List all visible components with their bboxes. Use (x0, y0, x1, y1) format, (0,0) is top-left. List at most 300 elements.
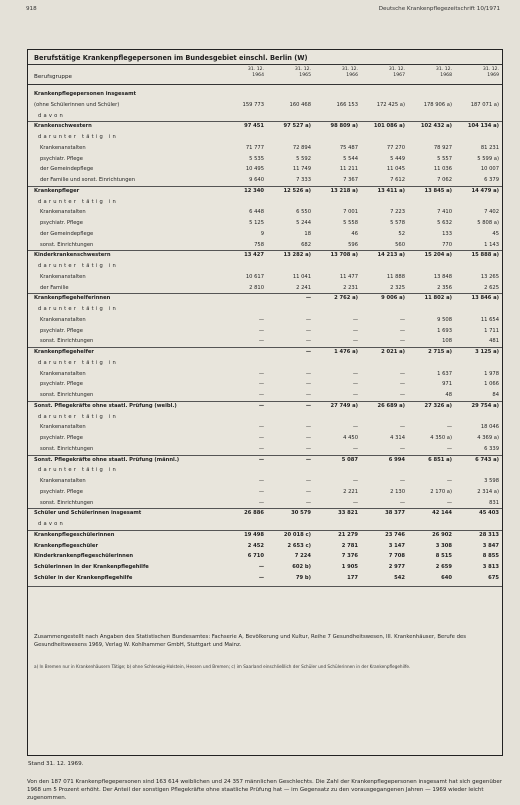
table-cell: 19 498 (244, 531, 264, 538)
table-cell: 13 411 a) (377, 187, 405, 194)
table-cell: 1 476 a) (334, 349, 358, 355)
table-cell: 98 809 a) (330, 123, 358, 130)
table-row (28, 563, 502, 573)
table-cell: 2 241 (296, 284, 311, 291)
table-row (28, 112, 502, 122)
table-cell: 159 773 (242, 101, 264, 108)
table-cell: — (305, 295, 311, 302)
table-cell: 10 007 (480, 166, 499, 173)
table-cell: 26 689 a) (377, 402, 405, 409)
table-footnote: a) In Bremen nur in Krankenhäusern Tätige; b) ohne Schleswig-Holstein, Hessen und Bremen; c) im Saarland einschließlich der Schüler und Schülerinnen in der Krankenpflegehilfe. (34, 664, 411, 669)
table-cell: — (446, 445, 452, 452)
table-cell: 13 265 (480, 273, 499, 280)
table-row (28, 509, 502, 519)
table-cell: — (399, 392, 405, 398)
table-cell: — (446, 424, 452, 431)
table-cell: 4 314 (390, 435, 405, 441)
table-cell: 5 557 (437, 155, 452, 162)
row-label: Schüler und Schülerinnen insgesamt (34, 510, 142, 517)
table-cell: 178 906 a) (423, 101, 452, 108)
row-label: darunter tätig in (38, 134, 118, 140)
table-cell: — (258, 370, 264, 377)
table-cell: 11 041 (292, 273, 311, 280)
table-cell: 13 845 a) (424, 187, 452, 194)
table-cell: 18 046 (480, 424, 499, 431)
table-cell: 11 036 (433, 166, 452, 173)
table-cell: 3 847 (482, 542, 499, 549)
table-row (28, 488, 502, 498)
table-row (28, 531, 502, 541)
year-header: 31. 12. 1966 (341, 67, 358, 78)
table-cell: 13 846 a) (471, 295, 499, 302)
row-label: Krankenpflegepersonen insgesamt (34, 91, 137, 97)
table-cell: 8 515 (435, 553, 452, 560)
table-cell: — (305, 456, 311, 463)
table-cell: 177 (347, 574, 358, 581)
table-cell: 4 450 (343, 435, 358, 441)
table-cell: — (352, 424, 358, 431)
table-row (28, 262, 502, 272)
table-cell: 2 221 (343, 488, 358, 495)
table-row (28, 133, 502, 143)
row-label: davon (38, 521, 66, 527)
table-cell: 6 448 (249, 209, 264, 216)
table-cell: 7 708 (388, 553, 405, 560)
table-row (28, 284, 502, 294)
table-cell: 6 379 (484, 177, 499, 183)
row-label: psychiatr. Pflege (40, 435, 83, 441)
table-cell: 1 693 (437, 327, 452, 334)
table-cell: — (352, 316, 358, 323)
table-cell: 160 468 (289, 101, 311, 108)
table-cell: 831 (489, 499, 499, 506)
table-cell: 26 886 (244, 510, 264, 517)
table-cell: — (305, 445, 311, 452)
table-cell: 166 153 (336, 101, 358, 108)
table-cell: 7 224 (294, 553, 311, 560)
table-cell: 2 625 (484, 284, 499, 291)
table-row (28, 251, 502, 261)
table-cell: 9 006 a) (381, 295, 405, 302)
table-cell: 5 449 (390, 155, 405, 162)
row-label: psychiatr. Pflege (40, 220, 83, 226)
table-cell: 4 350 a) (430, 435, 452, 441)
table-cell: 3 308 (435, 542, 452, 549)
row-label: psychiatr. Pflege (40, 327, 83, 334)
table-cell: 102 432 a) (420, 123, 452, 130)
table-cell: 602 b) (292, 564, 311, 570)
table-cell: 5 578 (390, 220, 405, 226)
table-cell: — (258, 456, 264, 463)
table-cell: 7 223 (390, 209, 405, 216)
page-number: 918 (26, 6, 37, 12)
row-label: Krankenpflegeschülerinnen (34, 531, 115, 538)
table-cell: 5 535 (249, 155, 264, 162)
table-cell: 11 802 a) (424, 295, 452, 302)
row-label: sonst. Einrichtungen (40, 392, 94, 398)
table-cell: — (258, 445, 264, 452)
table-row (28, 316, 502, 326)
table-cell: — (399, 338, 405, 345)
table-cell: 12 526 a) (283, 187, 311, 194)
table-cell: 9 (260, 230, 264, 237)
table-cell: 1 066 (484, 381, 499, 388)
row-label: psychiatr. Pflege (40, 488, 83, 495)
table-row (28, 456, 502, 466)
table-cell: 2 762 a) (334, 295, 358, 302)
table-cell: 2 021 a) (381, 349, 405, 355)
table-cell: 5 808 a) (477, 220, 499, 226)
table-row (28, 423, 502, 433)
table-cell: 75 487 (339, 144, 358, 151)
table-row (28, 230, 502, 240)
table-cell: 15 888 a) (471, 252, 499, 259)
table-row (28, 542, 502, 552)
table-cell: — (399, 424, 405, 431)
row-label: Krankenanstalten (40, 316, 86, 323)
row-label: Sonst. Pflegekräfte ohne staatl. Prüfung (männl.) (34, 456, 180, 463)
table-cell: 187 071 a) (470, 101, 499, 108)
table-cell: 1 637 (437, 370, 452, 377)
row-label: darunter tätig in (38, 413, 118, 420)
table-cell: 3 598 (484, 478, 499, 484)
table-title: Berufstätige Krankenpflegepersonen im Bundesgebiet einschl. Berlin (W) (34, 54, 308, 62)
year-header: 31. 12. 1964 (247, 67, 264, 78)
row-divider (28, 586, 502, 587)
table-cell: 20 018 c) (283, 531, 311, 538)
divider (28, 84, 502, 85)
row-label: darunter tätig in (38, 467, 118, 474)
table-cell: 675 (488, 574, 499, 581)
table-row (28, 90, 502, 100)
table-cell: — (305, 327, 311, 334)
row-label: der Familie und sonst. Einrichtungen (40, 177, 135, 183)
row-label: Kinderkrankenschwestern (34, 252, 111, 259)
table-cell: 770 (442, 241, 452, 248)
table-cell: 11 654 (480, 316, 499, 323)
table-cell: — (305, 478, 311, 484)
table-cell: 21 279 (338, 531, 358, 538)
table-row (28, 413, 502, 423)
table-cell: 77 270 (386, 144, 405, 151)
table-cell: — (258, 478, 264, 484)
table-cell: 45 (492, 230, 499, 237)
table-cell: — (399, 370, 405, 377)
table-cell: 2 170 a) (430, 488, 452, 495)
table-cell: 682 (301, 241, 311, 248)
table-cell: 13 848 (433, 273, 452, 280)
table-row (28, 187, 502, 197)
row-label: Krankenpflegehelfer (34, 349, 94, 355)
table-cell: 13 708 a) (330, 252, 358, 259)
table-cell: — (305, 381, 311, 388)
table-cell: — (399, 445, 405, 452)
table-cell: 23 746 (385, 531, 405, 538)
table-cell: 5 544 (343, 155, 358, 162)
table-cell: 7 062 (437, 177, 452, 183)
table-cell: 2 977 (388, 564, 405, 570)
table-row (28, 380, 502, 390)
table-cell: — (258, 424, 264, 431)
table-cell: 45 403 (479, 510, 499, 517)
table-cell: — (258, 564, 264, 570)
table-cell: 18 (304, 230, 311, 237)
table-row (28, 466, 502, 476)
table-row (28, 499, 502, 509)
table-row (28, 337, 502, 347)
row-label: Krankenpflegehelferinnen (34, 295, 111, 302)
table-cell: — (352, 381, 358, 388)
table-cell: 79 b) (295, 574, 311, 581)
table-cell: 42 144 (432, 510, 452, 517)
table-cell: 10 495 (245, 166, 264, 173)
table-row (28, 348, 502, 358)
table-cell: 104 134 a) (467, 123, 499, 130)
table-cell: 11 749 (292, 166, 311, 173)
table-cell: 758 (254, 241, 264, 248)
table-cell: 12 340 (244, 187, 264, 194)
table-row (28, 294, 502, 304)
row-label: Krankenanstalten (40, 144, 86, 151)
row-label: Kinderkrankenpflegeschülerinnen (34, 553, 134, 560)
row-label: sonst. Einrichtungen (40, 499, 94, 506)
table-cell: 11 888 (386, 273, 405, 280)
table-cell: 48 (445, 392, 452, 398)
table-cell: 13 427 (244, 252, 264, 259)
table-cell: 1 978 (484, 370, 499, 377)
table-row (28, 155, 502, 165)
table-cell: 108 (442, 338, 452, 345)
table-row (28, 198, 502, 208)
source-note: Zusammengestellt nach Angaben des Statistischen Bundesamtes: Fachserie A, Bevölkerung und Kultur, Reihe 7 Gesundheitswesen, III. Krankenhäuser, Berufe des Gesundheitswesens 1969, Verlag W. Kohlhammer GmbH, Stuttgart und Mainz. (34, 634, 466, 648)
table-cell: 14 479 a) (471, 187, 499, 194)
table-cell: 13 218 a) (330, 187, 358, 194)
table-cell: 9 640 (249, 177, 264, 183)
table-cell: 2 325 (390, 284, 405, 291)
table-cell: 38 377 (385, 510, 405, 517)
table-cell: 11 477 (339, 273, 358, 280)
table-cell: — (305, 424, 311, 431)
table-row (28, 122, 502, 132)
table-cell: 7 367 (343, 177, 358, 183)
divider (28, 64, 502, 65)
table-cell: — (305, 435, 311, 441)
table-cell: — (258, 574, 264, 581)
row-label: Krankenpflegeschüler (34, 542, 99, 549)
table-cell: — (258, 488, 264, 495)
journal-name: Deutsche Krankenpflegezeitschrift 10/1971 (378, 6, 500, 12)
table-cell: 542 (394, 574, 405, 581)
table-row (28, 176, 502, 186)
table-row (28, 445, 502, 455)
table-cell: 5 244 (296, 220, 311, 226)
table-cell: — (258, 381, 264, 388)
table-cell: 2 810 (249, 284, 264, 291)
table-cell: 14 213 a) (377, 252, 405, 259)
table-row (28, 520, 502, 530)
table-cell: 52 (398, 230, 405, 237)
table-cell: 6 550 (296, 209, 311, 216)
row-label: Krankenpfleger (34, 187, 80, 194)
table-cell: 971 (442, 381, 452, 388)
table-cell: 6 994 (388, 456, 405, 463)
table-cell: 9 508 (437, 316, 452, 323)
table-cell: 7 333 (296, 177, 311, 183)
table-cell: 172 425 a) (376, 101, 405, 108)
table-cell: 30 579 (291, 510, 311, 517)
table-cell: 5 632 (437, 220, 452, 226)
table-cell: — (258, 316, 264, 323)
table-cell: 7 612 (390, 177, 405, 183)
table-cell: 5 558 (343, 220, 358, 226)
table-cell: 15 204 a) (424, 252, 452, 259)
table-cell: — (258, 392, 264, 398)
table-row (28, 305, 502, 315)
table-cell: 78 927 (433, 144, 452, 151)
table-cell: 133 (442, 230, 452, 237)
table-cell: 7 001 (343, 209, 358, 216)
table-row (28, 208, 502, 218)
table-cell: 28 313 (479, 531, 499, 538)
table-cell: 6 743 a) (475, 456, 499, 463)
table-row (28, 101, 502, 111)
row-label: darunter tätig in (38, 198, 118, 205)
table-cell: 97 451 (244, 123, 264, 130)
row-label: Krankenanstalten (40, 273, 86, 280)
table-cell: 1 711 (484, 327, 499, 334)
table-cell: — (352, 327, 358, 334)
page-header (26, 6, 500, 16)
row-label: sonst. Einrichtungen (40, 338, 94, 345)
row-label: psychiatr. Pflege (40, 381, 83, 388)
table-cell: 3 813 (482, 564, 499, 570)
row-label: sonst. Einrichtungen (40, 445, 94, 452)
table-cell: — (352, 370, 358, 377)
table-cell: 6 851 a) (428, 456, 452, 463)
table-row (28, 359, 502, 369)
table-cell: 2 356 (437, 284, 452, 291)
table-cell: 2 781 (341, 542, 358, 549)
table-cell: — (305, 488, 311, 495)
table-cell: — (399, 316, 405, 323)
year-header: 31. 12. 1968 (435, 67, 452, 78)
table-cell: 46 (351, 230, 358, 237)
table-cell: — (258, 435, 264, 441)
table-cell: — (446, 499, 452, 506)
row-label: darunter tätig in (38, 263, 118, 269)
table-row (28, 241, 502, 251)
table-cell: 4 369 a) (477, 435, 499, 441)
table-row (28, 165, 502, 175)
table-cell: — (305, 316, 311, 323)
table-cell: 84 (492, 392, 499, 398)
row-label: (ohne Schülerinnen und Schüler) (34, 101, 120, 108)
table-cell: 71 777 (245, 144, 264, 151)
table-cell: — (352, 478, 358, 484)
year-header: 31. 12. 1967 (388, 67, 405, 78)
row-label: Schüler in der Krankenpflegehilfe (34, 574, 133, 581)
table-cell: 2 715 a) (428, 349, 452, 355)
row-label: Krankenanstalten (40, 478, 86, 484)
table-cell: 11 211 (339, 166, 358, 173)
table-cell: 2 659 (435, 564, 452, 570)
table-cell: 26 902 (432, 531, 452, 538)
row-label: davon (38, 112, 66, 119)
row-label: darunter tätig in (38, 359, 118, 366)
body-paragraph: Von den 187 071 Krankenpflegepersonen sind 163 614 weiblichen und 24 357 männlichen Geschlechts. Die Zahl der Krankenpflegepersonen insgesamt hat sich gegenüber 1968 um 5 Prozent erhöht. Der Anteil der sonstigen Pflegekräfte ohne staatliche Prüfung hat — im Gegensatz zu den vorausgegangenen Jahren — 1969 wieder leicht zugenommen. (27, 779, 503, 801)
row-label: der Gemeindepflege (40, 230, 94, 237)
table-cell: 1 905 (341, 564, 358, 570)
table-cell: 2 314 a) (477, 488, 499, 495)
table-cell: 72 894 (292, 144, 311, 151)
table-cell: — (352, 499, 358, 506)
table-cell: — (258, 499, 264, 506)
table-cell: 81 231 (480, 144, 499, 151)
table-cell: — (258, 402, 264, 409)
row-label: Krankenanstalten (40, 424, 86, 431)
table-cell: 5 599 a) (477, 155, 499, 162)
table-cell: — (258, 338, 264, 345)
table-cell: 640 (441, 574, 452, 581)
table-cell: 560 (395, 241, 405, 248)
table-cell: 27 326 a) (424, 402, 452, 409)
table-cell: — (399, 381, 405, 388)
table-cell: 1 143 (484, 241, 499, 248)
table-cell: — (258, 327, 264, 334)
table-cell: 3 125 a) (475, 349, 499, 355)
table-cell: 5 125 (249, 220, 264, 226)
table-cell: 2 231 (343, 284, 358, 291)
table-cell: — (446, 478, 452, 484)
row-label: Krankenschwestern (34, 123, 92, 130)
table-cell: 5 087 (341, 456, 358, 463)
table-cell: 2 130 (390, 488, 405, 495)
year-header: 31. 12. 1965 (294, 67, 311, 78)
year-header: 31. 12. 1969 (482, 67, 499, 78)
table-cell: — (399, 327, 405, 334)
table-cell: — (352, 445, 358, 452)
table-cell: — (305, 370, 311, 377)
table-cell: — (305, 499, 311, 506)
stand-date: Stand 31. 12. 1969. (28, 761, 84, 767)
table-cell: — (352, 338, 358, 345)
table-cell: 7 376 (341, 553, 358, 560)
table-row (28, 552, 502, 562)
row-label: Krankenanstalten (40, 370, 86, 377)
row-label: der Gemeindepflege (40, 166, 94, 173)
row-label: Sonst. Pflegekräfte ohne staatl. Prüfung (weibl.) (34, 402, 177, 409)
table-cell: — (305, 338, 311, 345)
table-cell: 3 147 (388, 542, 405, 549)
table-cell: — (399, 478, 405, 484)
table-row (28, 219, 502, 229)
table-row (28, 144, 502, 154)
table-cell: 7 410 (437, 209, 452, 216)
table-row (28, 402, 502, 412)
table-cell: — (399, 499, 405, 506)
table-row (28, 327, 502, 337)
table-row (28, 477, 502, 487)
table-cell: 6 339 (484, 445, 499, 452)
table-cell: 7 402 (484, 209, 499, 216)
row-label: Krankenanstalten (40, 209, 86, 216)
table-row (28, 391, 502, 401)
table-cell: 97 527 a) (283, 123, 311, 130)
row-label: sonst. Einrichtungen (40, 241, 94, 248)
table-cell: 101 086 a) (373, 123, 405, 130)
table-cell: 8 855 (482, 553, 499, 560)
table-row (28, 574, 502, 584)
